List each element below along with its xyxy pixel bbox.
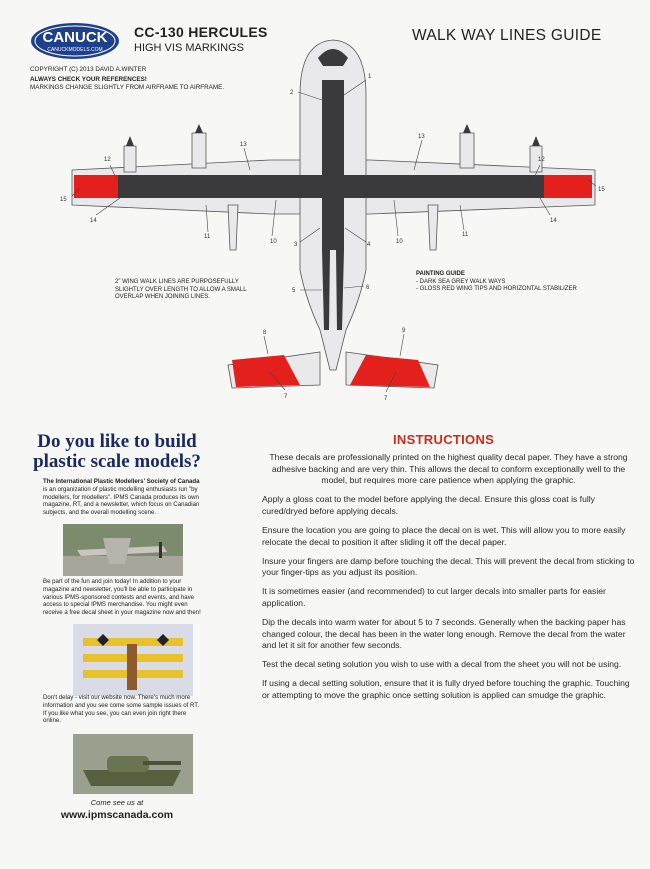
reference-warning: MARKINGS CHANGE SLIGHTLY FROM AIRFRAME TO AIRFRAME. bbox=[30, 84, 225, 91]
callout-13b: 13 bbox=[418, 134, 425, 140]
advert-paragraph-1-text: is an organization of plastic modelling enthusiasts run "by modellers, for modellers". IPMS Canada produces its own magazine, RT, and a newsletter, which focus on Canadian subjects, and the overall modelling scene. bbox=[43, 485, 200, 517]
engine-nacelle-1 bbox=[228, 205, 238, 250]
instruction-paragraph: If using a decal setting solution, ensure that it is fully dryed before touching the graphic. Touching or attempting to move the graphic once setting solution is applied can smudge the graphic. bbox=[262, 678, 630, 700]
instruction-paragraph: Apply a gloss coat to the model before applying the decal. Ensure this gloss coat is fully cured/dryed before applying decals. bbox=[262, 494, 595, 516]
engine-1 bbox=[124, 146, 136, 172]
callout-2: 2 bbox=[290, 90, 294, 96]
engine-3 bbox=[460, 133, 474, 168]
reference-warning-bold: ALWAYS CHECK YOUR REFERENCES! bbox=[30, 76, 147, 83]
callout-7a: 7 bbox=[284, 394, 288, 400]
instructions-title: INSTRUCTIONS bbox=[393, 432, 495, 447]
callout-10b: 10 bbox=[396, 239, 403, 245]
aircraft-diagram bbox=[0, 0, 650, 420]
copyright: COPYRIGHT (C) 2013 DAVID A.WINTER bbox=[30, 66, 147, 73]
instructions-body bbox=[262, 452, 635, 709]
painting-guide bbox=[416, 271, 577, 294]
advert-paragraph-1 bbox=[43, 478, 201, 517]
callout-15b: 15 bbox=[598, 187, 605, 193]
engine-nacelle-2 bbox=[428, 205, 438, 250]
instruction-paragraph: It is sometimes easier (and recommended) to cut larger decals into smaller parts for easier application. bbox=[262, 586, 606, 608]
callout-14b: 14 bbox=[550, 218, 557, 224]
advert-come-see: Come see us at bbox=[90, 798, 144, 807]
sheet-title: CC-130 HERCULES bbox=[134, 24, 268, 40]
callout-15a: 15 bbox=[60, 197, 67, 203]
callout-5: 5 bbox=[292, 288, 296, 294]
instruction-paragraph: Dip the decals into warm water for about 5 to 7 seconds. Generally when the backing paper has changed colour, the decal has been in the water long enough. Remove the decal from the water and let it sit for another few seconds. bbox=[262, 617, 626, 651]
advert-headline: Do you like to build plastic scale models? bbox=[33, 431, 201, 472]
advert-paragraph-3: Don't delay - visit our website now. There's much more information and you see come some sample issues of RT. If you like what you see, you can even join right there online. bbox=[43, 694, 200, 725]
advert-paragraph-2: Be part of the fun and join today! In addition to your magazine and newsletter, you'll be able to participate in various IPMS-sponsored contests and events, and have access to special IPMS merchandise. You might even receive a free decal sheet in your magazine now and then! bbox=[43, 578, 201, 617]
photo-tank-model bbox=[73, 734, 193, 794]
callout-9: 9 bbox=[402, 328, 406, 334]
painting-guide-heading: PAINTING GUIDE bbox=[416, 271, 465, 277]
callout-11b: 11 bbox=[462, 232, 469, 238]
guide-title: WALK WAY LINES GUIDE bbox=[412, 27, 602, 44]
callout-4: 4 bbox=[367, 242, 371, 248]
instruction-paragraph: Insure your fingers are damp before touching the decal. This will prevent the decal from sticking to your finger-tips as you adjust its position. bbox=[262, 555, 635, 578]
brand-name: CANUCK bbox=[42, 29, 108, 46]
brand-site: CANUCKMODELS.COM bbox=[47, 47, 103, 53]
callout-13a: 13 bbox=[240, 142, 247, 148]
callout-1: 1 bbox=[368, 74, 372, 80]
callout-8: 8 bbox=[263, 330, 267, 336]
callout-12b: 12 bbox=[538, 157, 545, 163]
walkline-note: 2" WING WALK LINES ARE PURPOSEFULLY SLIGHTLY OVER LENGTH TO ALLOW A SMALL OVERLAP WHEN JOINING LINES. bbox=[115, 279, 247, 300]
instruction-paragraph: These decals are professionally printed on the highest quality decal paper. They have a strong adhesive backing and are very thin. This allows the decal to conform exceptionally well to the model, but requires more care patience when applying the graphic. bbox=[269, 452, 628, 486]
painting-guide-item: - DARK SEA GREY WALK WAYS bbox=[416, 278, 506, 285]
photo-triplane-model bbox=[73, 624, 193, 696]
advert-org-name: The International Plastic Modellers' Society of Canada bbox=[43, 478, 200, 485]
photo-mustang-model bbox=[63, 524, 183, 576]
callout-14a: 14 bbox=[90, 218, 97, 224]
engine-2 bbox=[192, 133, 206, 168]
sheet-subtitle: HIGH VIS MARKINGS bbox=[134, 42, 245, 54]
callout-7b: 7 bbox=[384, 396, 388, 402]
painting-guide-item: - GLOSS RED WING TIPS AND HORIZONTAL STABILIZER bbox=[416, 286, 577, 292]
advert-website-link[interactable]: www.ipmscanada.com bbox=[60, 809, 174, 821]
callout-12a: 12 bbox=[104, 157, 111, 163]
callout-10a: 10 bbox=[270, 239, 277, 245]
callout-11a: 11 bbox=[204, 234, 211, 240]
ipms-advert bbox=[33, 432, 201, 824]
instruction-paragraph: Test the decal seting solution you wish to use with a decal from the sheet you will not be using. bbox=[262, 659, 622, 670]
callout-3: 3 bbox=[294, 242, 298, 248]
instruction-paragraph: Ensure the location you are going to place the decal on is wet. This will allow you to more easily relocate the decal to position it after sliding it off the decal paper. bbox=[262, 524, 626, 547]
callout-6: 6 bbox=[366, 285, 370, 291]
